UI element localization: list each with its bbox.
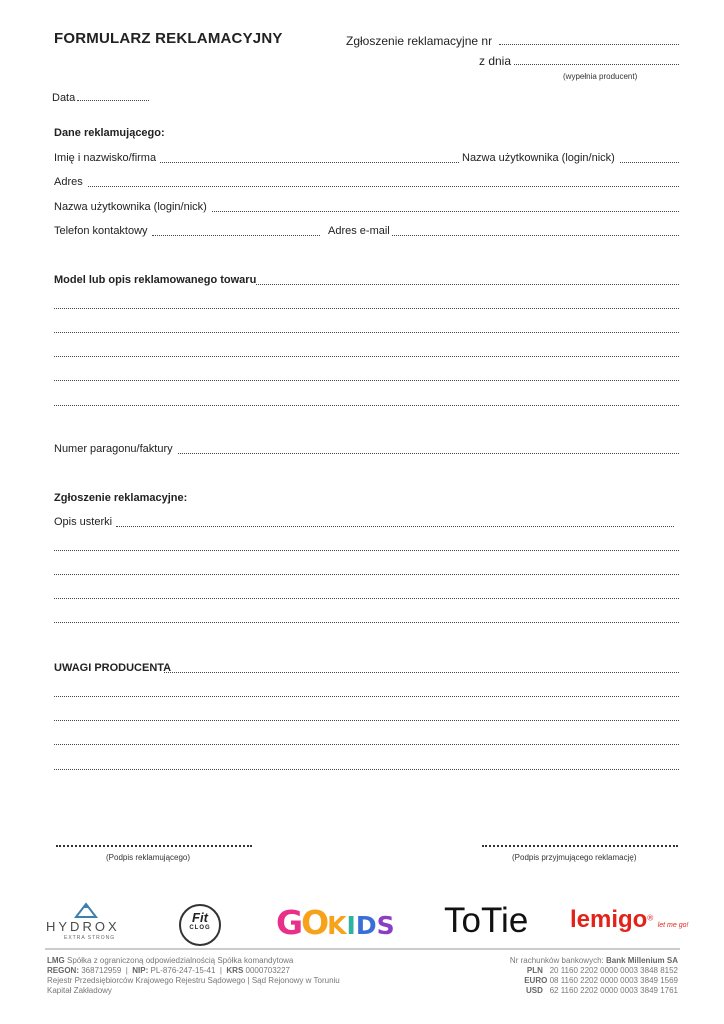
username-field[interactable] [212,211,679,212]
claim-date-field[interactable] [514,64,679,65]
defect-line[interactable] [54,622,679,623]
account-number: 20 1160 2202 0000 0003 3848 8152 [549,966,678,975]
product-line[interactable] [54,308,679,309]
hydrox-logo [46,898,126,944]
gokids-letter: K [327,911,347,940]
email-label: Adres e-mail [328,225,390,237]
product-line[interactable] [54,332,679,333]
claimant-signature-field[interactable] [56,845,252,847]
receipt-field[interactable] [178,453,679,454]
company-info: LMG Spółka z ograniczoną odpowiedzialnością Spółka komandytowa REGON: 368712959 | NIP: PL-876-247-15-41 | KRS 0000703227 Rejestr Przedsiębiorców Krajowego Rejestru Sądowego | Sąd Rejonowy w Toruniu Kapitał Zakładowy [47,956,340,995]
product-line[interactable] [54,356,679,357]
producer-note: (wypełnia producent) [563,72,638,81]
gokids-letter: O [301,903,328,942]
defect-line[interactable] [54,598,679,599]
address-field[interactable] [88,186,679,187]
account-currency: PLN [526,966,543,975]
account-currency: USD [526,986,543,995]
lemigo-tagline: let me go! [657,922,689,929]
fitclog-logo [179,904,221,946]
company-short-name: LMG [47,956,65,965]
regon-label: REGON: [47,966,79,975]
form-title: FORMULARZ REKLAMACYJNY [54,30,283,47]
producer-heading: UWAGI PRODUCENTA [54,662,172,674]
phone-label: Telefon kontaktowy [54,225,148,237]
receiver-signature-label: (Podpis przyjmującego reklamację) [512,853,637,862]
claimant-heading: Dane reklamującego: [54,127,165,139]
gokids-letter: D [355,911,377,940]
hydrox-mountain-icon [46,898,126,918]
username-right-field[interactable] [620,162,679,163]
name-label: Imię i nazwisko/firma [54,152,157,164]
claim-number-field[interactable] [499,44,679,45]
defect-field[interactable] [116,526,674,527]
hydrox-tagline: EXTRA STRONG [64,935,116,941]
claimant-signature-label: (Podpis reklamującego) [106,853,191,862]
totie-logo: ToTie [444,901,529,940]
producer-line[interactable] [54,720,679,721]
bank-account-row [510,976,678,986]
producer-line[interactable] [54,696,679,697]
account-number: 08 1160 2202 0000 0003 3849 1569 [549,976,678,985]
product-field[interactable] [256,284,679,285]
gokids-letter: S [376,911,395,940]
lemigo-logo [570,906,688,934]
krs-value: 0000703227 [245,966,291,975]
producer-line[interactable] [54,744,679,745]
date-field[interactable] [77,100,149,101]
bank-account-row [510,986,678,996]
complaint-heading: Zgłoszenie reklamacyjne: [54,492,188,504]
gokids-logo [276,903,395,942]
defect-label: Opis usterki [54,516,113,528]
gokids-letter: G [276,903,302,942]
name-field[interactable] [160,162,459,163]
bank-account-row [510,966,678,976]
footer-divider [45,948,680,950]
registry-info: Rejestr Przedsiębiorców Krajowego Rejestru Sądowego | Sąd Rejonowy w Toruniu [47,976,340,985]
gokids-letter: I [346,911,356,940]
bank-name: Bank Millenium SA [605,956,678,965]
bank-info [510,956,678,996]
producer-line[interactable] [54,769,679,770]
fitclog-bottom-text: CLOG [189,925,211,931]
bank-accounts-label: Nr rachunków bankowych: [509,956,604,965]
company-legal-form: Spółka z ograniczoną odpowiedzialnością Spółka komandytowa [67,956,294,965]
email-field[interactable] [392,235,679,236]
product-line[interactable] [54,405,679,406]
receiver-signature-field[interactable] [482,845,678,847]
defect-line[interactable] [54,550,679,551]
account-number: 62 1160 2202 0000 0003 3849 1761 [549,986,678,995]
capital-info: Kapitał Zakładowy [47,986,112,995]
defect-line[interactable] [54,574,679,575]
krs-label: KRS [226,966,244,975]
nip-value: PL-876-247-15-41 [150,966,216,975]
fitclog-top-text: Fit [192,910,208,925]
nip-label: NIP: [132,966,149,975]
date-label: Data [52,92,76,104]
username-label: Nazwa użytkownika (login/nick) [54,201,207,213]
producer-field[interactable] [164,672,679,673]
phone-field[interactable] [152,235,320,236]
gokids-go-text [276,903,327,942]
hydrox-wordmark: HYDROX [46,919,120,934]
claim-number-label: Zgłoszenie reklamacyjne nr [346,34,493,48]
account-currency: EURO [524,976,548,985]
claim-date-label: z dnia [479,54,512,68]
lemigo-registered: ® [647,913,654,923]
lemigo-wordmark: lemigo [570,906,648,933]
address-label: Adres [54,176,83,188]
product-line[interactable] [54,380,679,381]
regon-value: 368712959 [81,966,122,975]
username-right-label: Nazwa użytkownika (login/nick) [462,152,615,164]
gokids-kids-text [327,911,394,940]
receipt-label: Numer paragonu/faktury [54,443,173,455]
product-heading: Model lub opis reklamowanego towaru [54,274,257,286]
